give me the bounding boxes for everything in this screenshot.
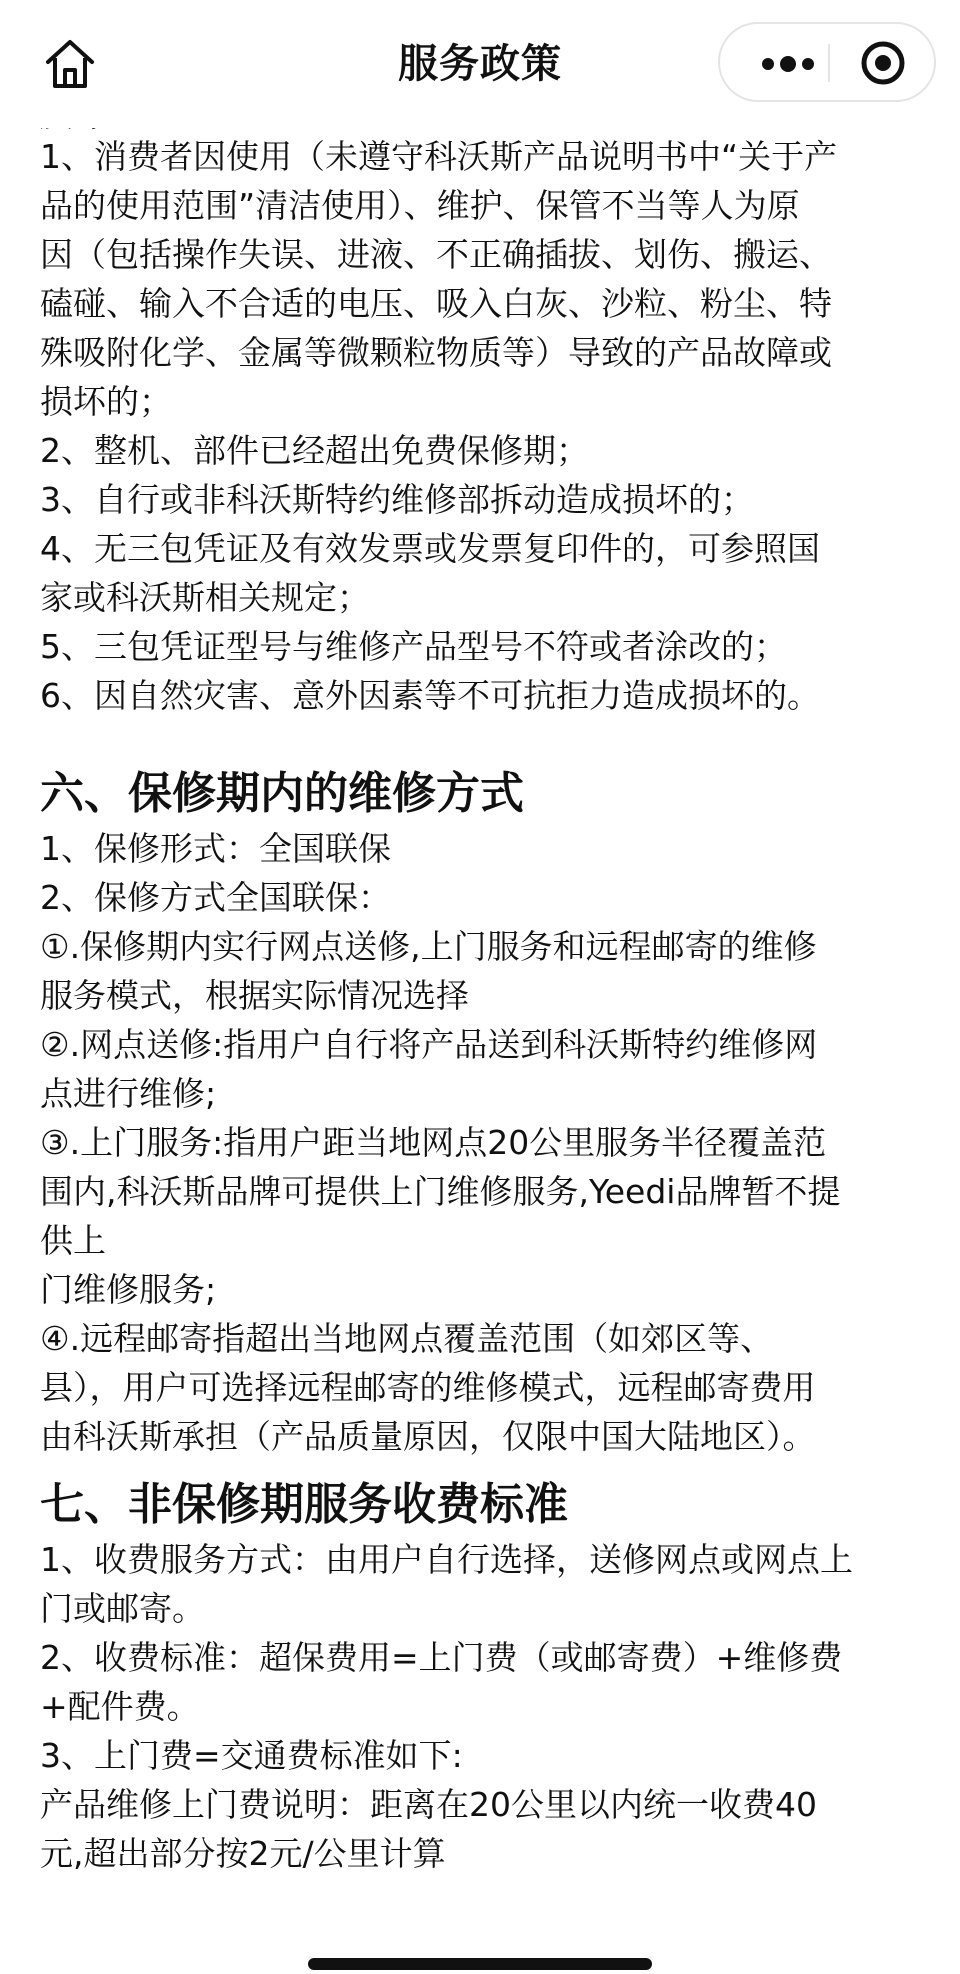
policy-content [40, 90, 920, 1878]
policy-line: 由科沃斯承担（产品质量原因，仅限中国大陆地区）。 [40, 1417, 816, 1456]
home-indicator-bar[interactable] [308, 1958, 652, 1970]
policy-line: 家或科沃斯相关规定； [40, 578, 370, 617]
policy-line: 1、保修形式：全国联保 [40, 829, 391, 868]
target-circle-icon[interactable] [860, 40, 906, 86]
policy-line: 县），用户可选择远程邮寄的维修模式，远程邮寄费用 [40, 1368, 816, 1407]
spacer [40, 720, 920, 764]
policy-line: 供上 [40, 1221, 106, 1260]
policy-line: 2、整机、部件已经超出免费保修期； [40, 431, 589, 470]
section-heading: 七、非保修期服务收费标准 [40, 1479, 568, 1530]
policy-line: 品的使用范围”清洁使用）、维护、保管不当等人为原 [40, 186, 800, 225]
policy-line: 损坏的； [40, 382, 172, 421]
page-title: 服务政策 [398, 41, 562, 87]
policy-line: 3、上门费=交通费标准如下: [40, 1736, 463, 1775]
mini-program-capsule [718, 22, 936, 102]
spacer [40, 1461, 920, 1475]
policy-line: 点进行维修; [40, 1074, 217, 1113]
policy-line: 服务模式，根据实际情况选择 [40, 976, 469, 1015]
nav-bar [0, 0, 960, 128]
section-heading: 六、保修期内的维修方式 [40, 768, 524, 819]
policy-line: 4、无三包凭证及有效发票或发票复印件的，可参照国 [40, 529, 820, 568]
policy-line: 元,超出部分按2元/公里计算 [40, 1834, 446, 1873]
policy-line: 2、收费标准：超保费用=上门费（或邮寄费）+维修费 [40, 1638, 843, 1677]
policy-line: 磕碰、输入不合适的电压、吸入白灰、沙粒、粉尘、特 [40, 284, 832, 323]
policy-line: 1、收费服务方式：由用户自行选择，送修网点或网点上 [40, 1540, 853, 1579]
policy-line: ①.保修期内实行网点送修,上门服务和远程邮寄的维修 [40, 927, 817, 966]
policy-line: 5、三包凭证型号与维修产品型号不符或者涂改的； [40, 627, 787, 666]
more-dots-icon[interactable] [760, 54, 816, 74]
policy-line: 6、因自然灾害、意外因素等不可抗拒力造成损坏的。 [40, 676, 820, 715]
policy-line: +配件费。 [40, 1687, 200, 1726]
capsule-divider [828, 44, 830, 82]
policy-line: 产品维修上门费说明：距离在20公里以内统一收费40 [40, 1785, 817, 1824]
policy-line: 殊吸附化学、金属等微颗粒物质等）导致的产品故障或 [40, 333, 832, 372]
policy-line: 2、保修方式全国联保： [40, 878, 391, 917]
policy-line: ②.网点送修:指用户自行将产品送到科沃斯特约维修网 [40, 1025, 818, 1064]
policy-line: 围内,科沃斯品牌可提供上门维修服务,Yeedi品牌暂不提 [40, 1172, 841, 1211]
policy-line: 门维修服务; [40, 1270, 217, 1309]
policy-line: ④.远程邮寄指超出当地网点覆盖范围（如郊区等、 [40, 1319, 774, 1358]
policy-line: 因（包括操作失误、进液、不正确插拔、划伤、搬运、 [40, 235, 832, 274]
policy-line: 3、自行或非科沃斯特约维修部拆动造成损坏的； [40, 480, 754, 519]
policy-line: 门或邮寄。 [40, 1589, 205, 1628]
policy-line: 1、消费者因使用（未遵守科沃斯产品说明书中“关于产 [40, 137, 838, 176]
policy-line: ③.上门服务:指用户距当地网点20公里服务半径覆盖范 [40, 1123, 827, 1162]
